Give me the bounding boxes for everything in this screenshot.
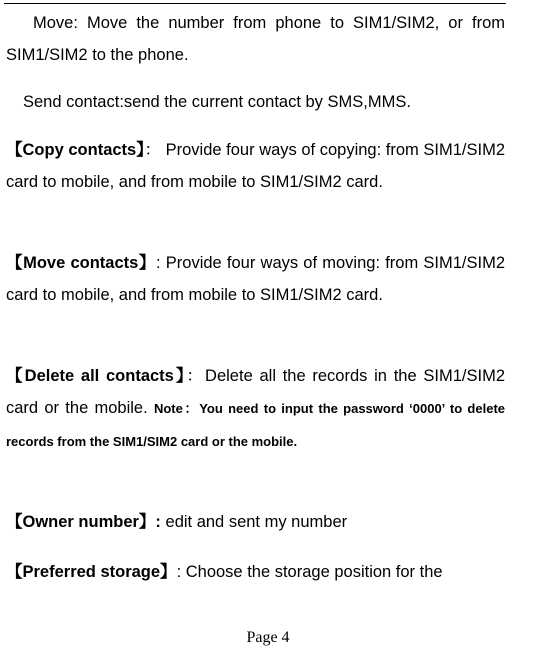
delete-all-contacts-text: Delete all the records in the SIM1/SIM2 card or the mobile. [6,367,505,417]
copy-contacts-separator: ： [144,141,162,159]
delete-all-contacts-separator: ： [186,367,206,385]
move-contacts-text: Provide four ways of moving: from SIM1/SIM2 card to mobile, and from mobile to SIM1/SIM2 card. [6,254,505,304]
preferred-storage-text: Choose the storage position for the [181,563,443,581]
move-paragraph [6,7,505,71]
preferred-storage-separator: : [176,563,182,581]
delete-password-note: Note：You need to input the password ‘0000’ to delete records from the SIM1/SIM2 card or the mobile. [6,401,505,449]
move-paragraph-text: Move: Move the number from phone to SIM1/SIM2, or from SIM1/SIM2 to the phone. [6,14,505,64]
copy-contacts-text: Provide four ways of copying: from SIM1/SIM2 card to mobile, and from mobile to SIM1/SIM2 card. [6,141,505,191]
owner-number-text: edit and sent my number [160,513,348,531]
owner-number-heading: 【Owner number】: [6,513,161,531]
owner-number-paragraph [6,506,505,538]
header-rule [4,3,506,4]
send-contact-text: Send contact:send the current contact by SMS,MMS. [23,93,411,111]
preferred-storage-paragraph [6,556,505,588]
move-contacts-heading: 【Move contacts】 [6,254,157,272]
move-contacts-separator: : [156,254,161,272]
send-contact-paragraph [6,86,505,118]
preferred-storage-heading: 【Preferred storage】 [6,563,177,581]
page-number: Page 4 [246,629,290,646]
delete-all-contacts-heading: 【Delete all contacts】 [6,367,187,385]
move-contacts-paragraph [6,247,505,311]
copy-contacts-paragraph [6,134,505,198]
delete-all-contacts-paragraph [6,360,505,458]
copy-contacts-heading: 【Copy contacts】 [6,141,145,159]
